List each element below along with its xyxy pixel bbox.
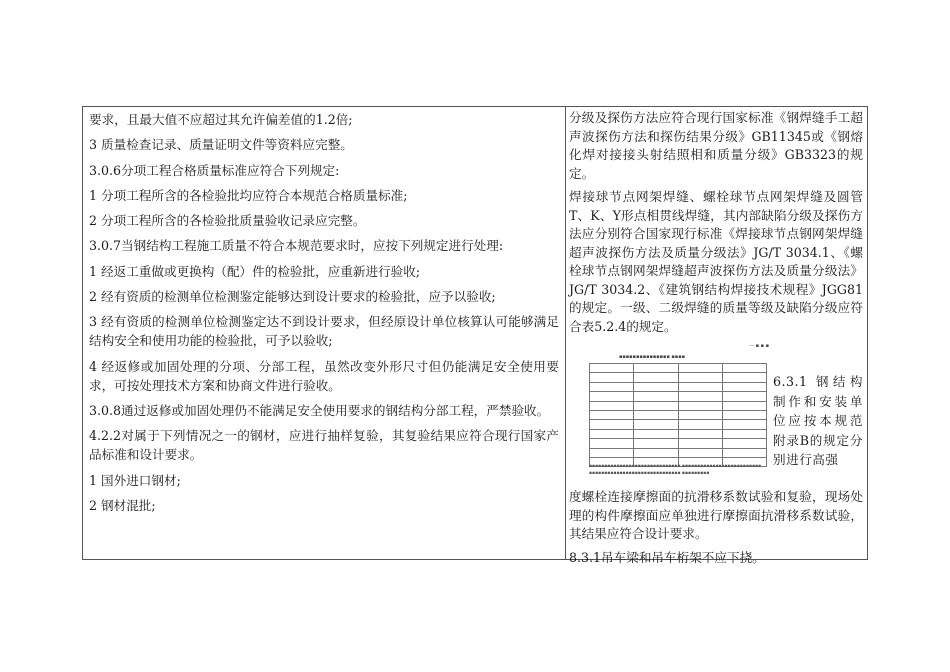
left-paragraph: 1 国外进口钢材;	[89, 472, 181, 488]
table-figure-image	[569, 341, 771, 488]
left-paragraph: 3.0.7当钢结构工程施工质量不符合本规范要求时，应按下列规定进行处理:	[89, 238, 504, 254]
right-paragraph-4: 8.3.1吊车梁和吊车桁架不应下挠。	[569, 549, 765, 565]
right-column	[566, 107, 867, 565]
left-paragraph: 2 分项工程所含的各检验批质量验收记录应完整。	[89, 213, 366, 229]
left-paragraph: 3.0.6分项工程合格质量标准应符合下列规定:	[89, 162, 340, 178]
left-column	[83, 107, 566, 559]
right-paragraph-1: 分级及探伤方法应符合现行国家标准《钢焊缝手工超声波探伤方法和探伤结果分级》GB11345或《钢熔化焊对接接头射结照相和质量分级》GB3323的规定。	[569, 110, 863, 181]
document-table	[82, 106, 868, 565]
right-paragraph-3: 度螺栓连接摩擦面的抗滑移系数试验和复验，现场处理的构件摩擦面应单独进行摩擦面抗滑移系数试验，其结果应符合设计要求。	[569, 489, 863, 541]
figure-table-title: ▪▪▪▪▪▪▪▪▪▪▪▪▪▪▪ ▪▪▪▪	[619, 354, 685, 360]
left-paragraph: 2 钢材混批;	[89, 497, 156, 513]
left-paragraph: 3 质量检查记录、质量证明文件等资料应完整。	[89, 137, 353, 153]
figure-mini-table	[589, 363, 767, 467]
left-paragraph: 3 经有资质的检测单位检测鉴定达不到设计要求，但经原设计单位核算认可能够满足结构安全和使用功能的检验批，可予以验收;	[89, 314, 559, 349]
left-paragraph: 要求，且最大值不应超过其允许偏差值的1.2倍;	[89, 112, 353, 127]
left-paragraph: 3.0.8通过返修或加固处理仍不能满足安全使用要求的钢结构分部工程，严禁验收。	[89, 402, 550, 418]
left-paragraph: 1 经返工重做或更换构（配）件的检验批，应重新进行验收;	[89, 263, 421, 279]
left-paragraph: 2 经有资质的检测单位检测鉴定能够达到设计要求的检验批，应予以验收;	[89, 289, 496, 305]
figure-table-number: — ▪ ▪ ▪	[749, 343, 769, 349]
right-paragraph-2: 焊接球节点网架焊缝、螺栓球节点网架焊缝及圆管T、K、Y形点相贯线焊缝，其内部缺陷分级及探伤方法应分别符合国家现行标准《焊接球节点钢网架焊缝超声波探伤方法及质量分级法》JG/T 3034.1、《螺栓球节点钢网架焊缝超声波探伤方法及质量分级法》JG/T 3034.2、《建筑钢结构焊接技术规程》JGG81的规定。一级、二级焊缝的质量等级及缺陷分级应符合表5.2.4的规定。	[569, 189, 863, 334]
figure-footnote: ▪▪▪▪▪▪▪▪▪▪▪▪▪▪▪▪▪▪▪▪▪▪▪▪▪▪▪▪▪▪ ▪▪▪▪▪▪▪▪▪▪▪▪▪▪▪▪▪▪▪▪▪▪▪▪▪▪ ▪▪▪▪▪▪▪▪▪▪▪▪▪▪▪▪▪▪▪▪▪▪▪▪▪▪▪▪▪▪ ▪▪▪▪▪▪▪▪▪	[589, 464, 762, 476]
left-paragraph: 4.2.2对属于下列情况之一的钢材，应进行抽样复验，其复验结果应符合现行国家产品标准和设计要求。	[89, 428, 559, 463]
left-paragraph: 4 经返修或加固处理的分项、分部工程，虽然改变外形尺寸但仍能满足安全使用要求，可按处理技术方案和协商文件进行验收。	[89, 358, 559, 393]
right-paragraph-3-start: 6.3.1 钢结构制作和安装单位应按本规范附录B的规定分别进行高强	[773, 374, 863, 468]
left-paragraph: 1 分项工程所含的各检验批均应符合本规范合格质量标准;	[89, 187, 408, 203]
figure-row	[569, 341, 863, 488]
